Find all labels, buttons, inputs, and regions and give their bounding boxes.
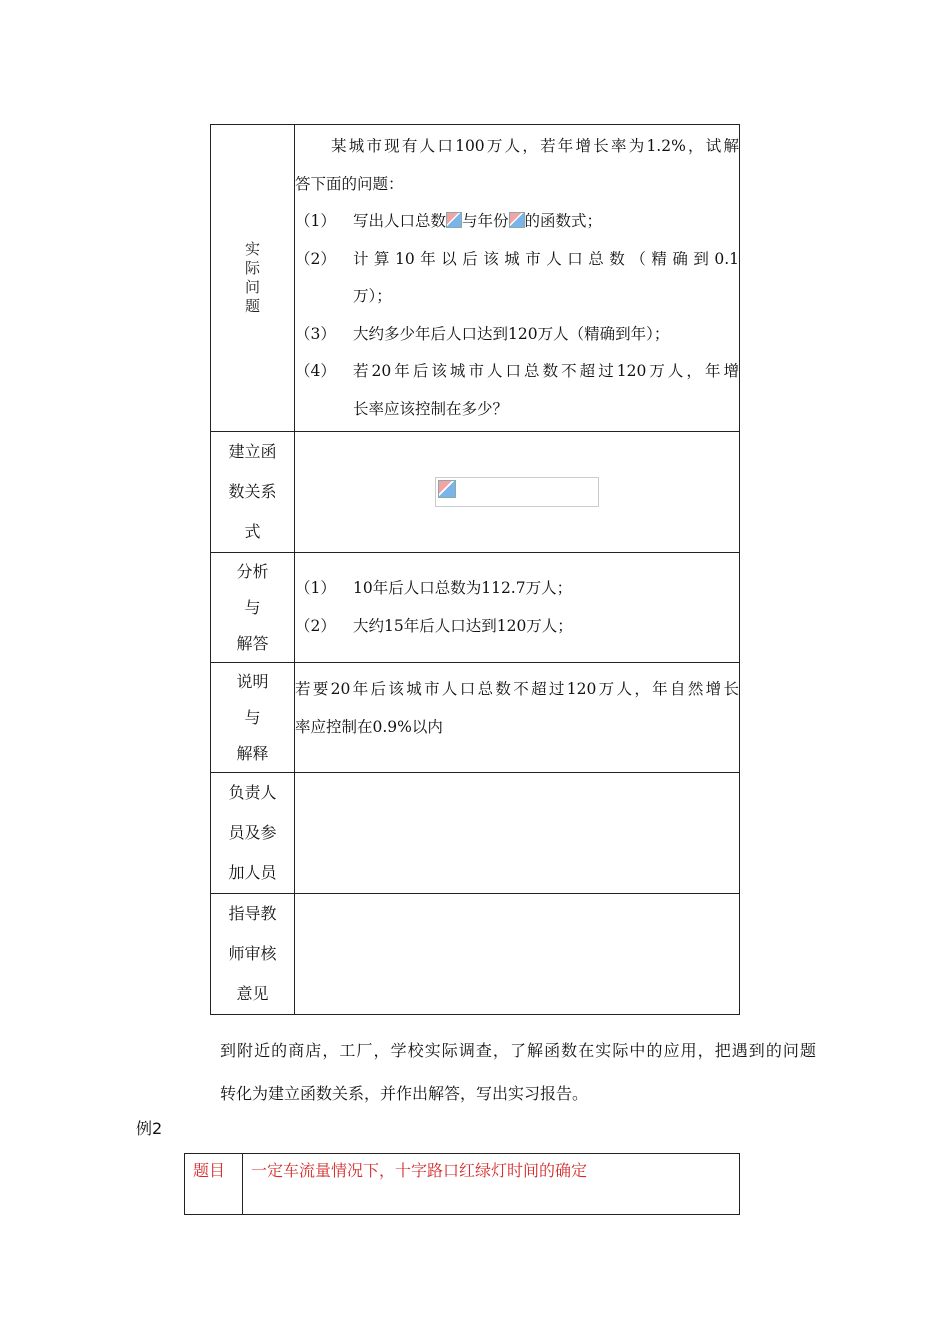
item-text: 的函数式； <box>524 212 603 230</box>
label-explanation <box>211 663 295 773</box>
problem-item-3 <box>295 316 739 354</box>
explanation-content <box>295 663 740 773</box>
label-line: 与 <box>244 597 261 617</box>
item-text: 计算10年以后该城市人口总数（精确到0.1 <box>353 249 739 268</box>
label-line: 解答 <box>236 633 269 653</box>
row-explanation <box>211 663 740 773</box>
label-line: 员及参 <box>228 823 277 842</box>
label-build-function <box>211 432 295 553</box>
problem-item-2 <box>295 241 739 279</box>
row-build-function <box>211 432 740 553</box>
item-text: 10年后人口总数为112.7万人； <box>353 579 573 597</box>
item-text: 大约15年后人口达到120万人； <box>353 616 573 635</box>
example-label: 例2 <box>136 1119 163 1138</box>
item-text: 与年份 <box>462 212 509 230</box>
item-continuation: 长率应该控制在多少？ <box>353 399 509 418</box>
label-char: 实 <box>244 240 260 258</box>
item-number: （2） <box>295 616 336 635</box>
item-continuation: 万）； <box>353 287 392 305</box>
label-line: 加人员 <box>228 863 277 882</box>
label-line: 分析 <box>236 561 269 581</box>
instruction-line-1: 到附近的商店，工厂，学校实际调查，了解函数在实际中的应用，把遇到的问题 <box>220 1041 816 1060</box>
label-line: 式 <box>244 522 261 541</box>
example-topic-label: 题目 <box>185 1154 243 1215</box>
example-topic-title: 一定车流量情况下，十字路口红绿灯时间的确定 <box>243 1154 740 1215</box>
problem-item-4 <box>295 353 739 391</box>
instruction-line-2: 转化为建立函数关系，并作出解答，写出实习报告。 <box>220 1084 589 1103</box>
row-staff <box>211 773 740 894</box>
label-char: 问 <box>244 278 260 296</box>
broken-image-icon <box>438 480 456 498</box>
item-text: 写出人口总数 <box>353 212 447 230</box>
label-line: 师审核 <box>228 944 277 963</box>
item-number: （2） <box>295 249 336 268</box>
label-line: 解释 <box>236 743 269 763</box>
label-staff <box>211 773 295 894</box>
explanation-line-2: 率应控制在0.9%以内 <box>295 717 443 736</box>
example-title-row <box>185 1154 740 1215</box>
item-number: （4） <box>295 362 336 380</box>
example-table <box>184 1153 740 1215</box>
item-text: 若20年后该城市人口总数不超过120万人，年增 <box>353 362 739 380</box>
item-number: （1） <box>295 579 336 597</box>
problem-content <box>295 125 740 432</box>
label-actual-problem <box>211 125 295 432</box>
formula-cell <box>295 432 740 553</box>
broken-image-icon <box>509 212 525 228</box>
problem-item-1 <box>295 203 739 241</box>
analysis-content <box>295 553 740 663</box>
label-teacher-review <box>211 894 295 1015</box>
teacher-review-content <box>295 894 740 1015</box>
problem-intro-2: 答下面的问题： <box>295 174 404 193</box>
broken-image-icon <box>446 212 462 228</box>
label-line: 意见 <box>236 984 269 1003</box>
row-teacher-review <box>211 894 740 1015</box>
label-line: 建立函 <box>228 442 277 461</box>
label-line: 指导教 <box>228 904 277 923</box>
analysis-item-2 <box>295 608 739 646</box>
problem-intro-1: 某城市现有人口100万人，若年增长率为1.2%，试解 <box>331 137 739 155</box>
label-analysis <box>211 553 295 663</box>
item-number: （3） <box>295 324 336 343</box>
item-text: 大约多少年后人口达到120万人（精确到年）； <box>353 324 670 343</box>
explanation-line-1: 若要20年后该城市人口总数不超过120万人，年自然增长 <box>295 680 739 698</box>
row-analysis <box>211 553 740 663</box>
staff-content <box>295 773 740 894</box>
analysis-item-1 <box>295 570 739 608</box>
row-actual-problem <box>211 125 740 432</box>
label-line: 与 <box>244 707 261 727</box>
item-number: （1） <box>295 212 336 230</box>
label-line: 数关系 <box>228 482 277 501</box>
formula-image <box>435 477 599 507</box>
label-char: 际 <box>244 259 260 277</box>
label-line: 负责人 <box>228 783 277 802</box>
practice-report-table <box>210 124 740 1015</box>
label-char: 题 <box>244 297 260 315</box>
label-line: 说明 <box>236 671 269 691</box>
